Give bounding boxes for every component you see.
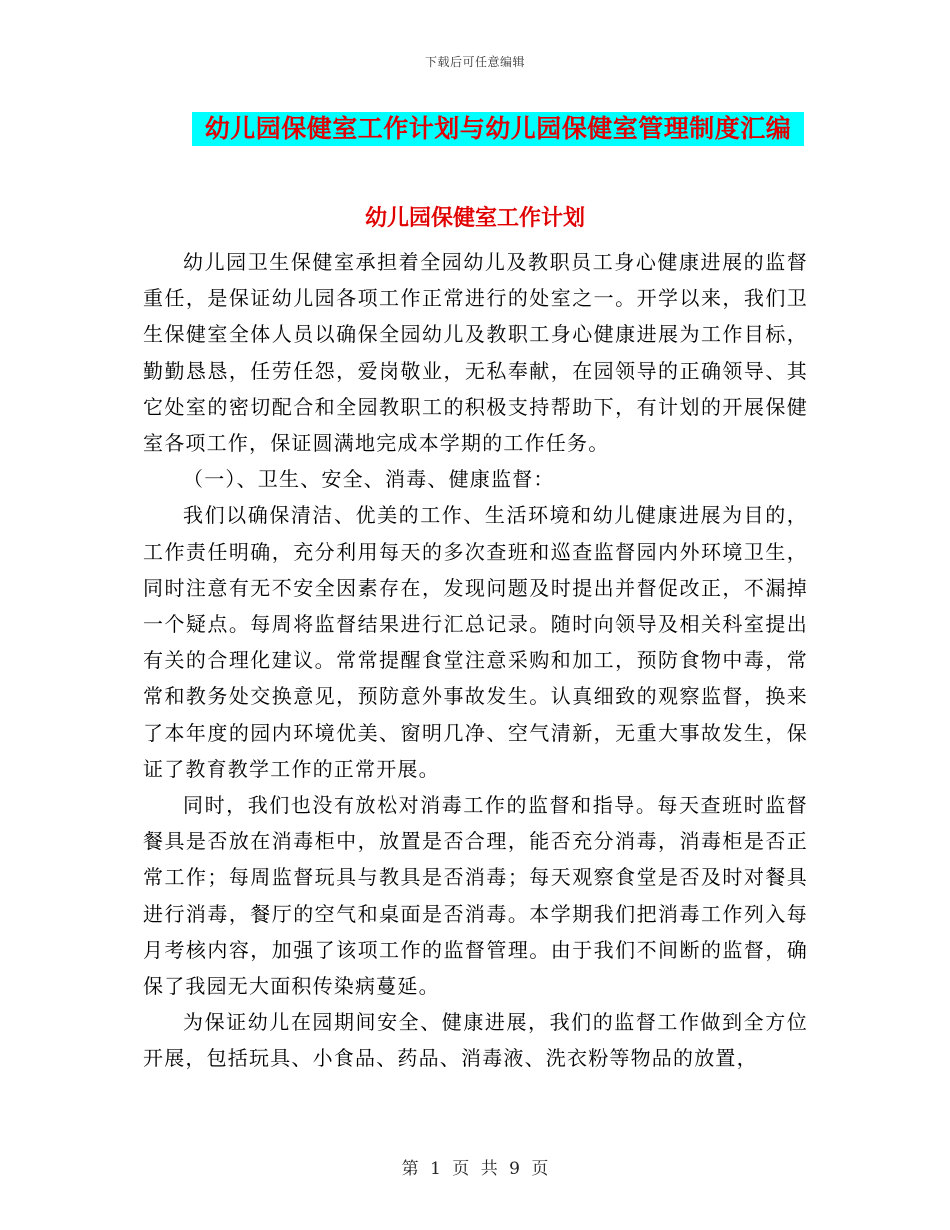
page-number: 第 1 页 共 9 页 bbox=[401, 1159, 549, 1179]
paragraph: 幼儿园卫生保健室承担着全园幼儿及教职员工身心健康进展的监督重任，是保证幼儿园各项工作正常进行的处室之一。开学以来，我们卫生保健室全体人员以确保全园幼儿及教职工身心健康进展为工作目标，勤勤恳恳，任劳任怨，爱岗敬业，无私奉献，在园领导的正确领导、其它处室的密切配合和全园教职工的积极支持帮助下，有计划的开展保健室各项工作，保证圆满地完成本学期的工作任务。 bbox=[143, 250, 808, 456]
subheading: （一）、卫生、安全、消毒、健康监督： bbox=[183, 467, 555, 492]
paragraph: 我们以确保清洁、优美的工作、生活环境和幼儿健康进展为目的，工作责任明确，充分利用每天的多次查班和巡查监督园内外环境卫生，同时注意有无不安全因素存在，发现问题及时提出并督促改正，不漏掉一个疑点。每周将监督结果进行汇总记录。随时向领导及相关科室提出有关的合理化建议。常常提醒食堂注意采购和加工，预防食物中毒，常常和教务处交换意见，预防意外事故发生。认真细致的观察监督，换来了本年度的园内环境优美、窗明几净、空气清新，无重大事故发生，保证了教育教学工作的正常开展。 bbox=[143, 503, 808, 781]
section-title: 幼儿园保健室工作计划 bbox=[364, 205, 585, 231]
paragraph: 为保证幼儿在园期间安全、健康进展，我们的监督工作做到全方位开展，包括玩具、小食品、药品、消毒液、洗衣粉等物品的放置， bbox=[143, 1010, 808, 1071]
paragraph: 同时，我们也没有放松对消毒工作的监督和指导。每天查班时监督餐具是否放在消毒柜中，放置是否合理，能否充分消毒，消毒柜是否正常工作；每周监督玩具与教具是否消毒；每天观察食堂是否及时对餐具进行消毒，餐厅的空气和桌面是否消毒。本学期我们把消毒工作列入每月考核内容，加强了该项工作的监督管理。由于我们不间断的监督，确保了我园无大面积传染病蔓延。 bbox=[143, 793, 808, 999]
document-title: 幼儿园保健室工作计划与幼儿园保健室管理制度汇编 bbox=[204, 114, 792, 143]
page-header-note: 下载后可任意编辑 bbox=[424, 55, 525, 69]
document-body bbox=[143, 244, 808, 1077]
